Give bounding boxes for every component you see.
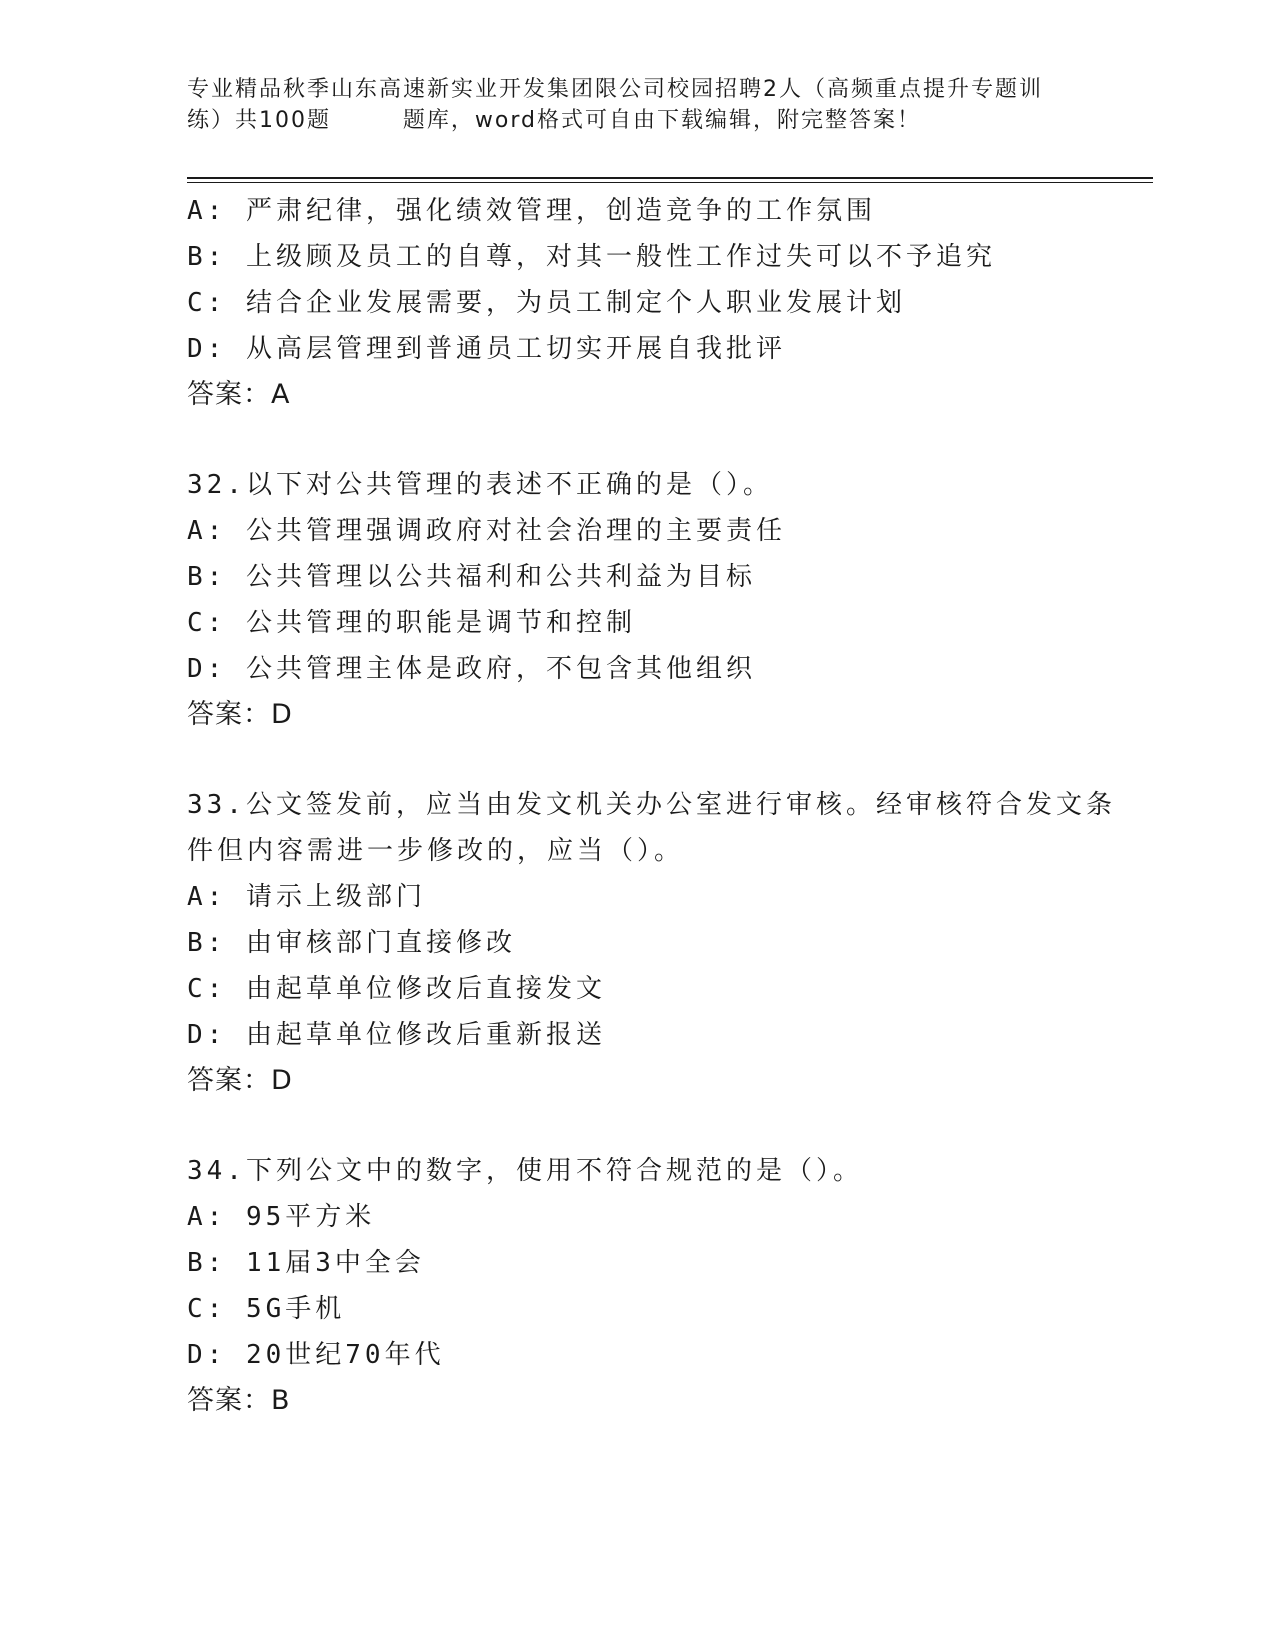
- option-c: C: 结合企业发展需要，为员工制定个人职业发展计划: [187, 288, 906, 318]
- header-divider-thick: [187, 177, 1153, 179]
- option-b: B: 上级顾及员工的自尊，对其一般性工作过失可以不予追究: [187, 242, 996, 272]
- option-d: D: 从高层管理到普通员工切实开展自我批评: [187, 334, 786, 364]
- option-a: A: 请示上级部门: [187, 882, 426, 912]
- answer-text: 答案：D: [187, 699, 293, 730]
- question-text-line-1: 33.公文签发前，应当由发文机关办公室进行审核。经审核符合发文条: [187, 790, 1116, 820]
- question-text: 32.以下对公共管理的表述不正确的是（）。: [187, 470, 773, 500]
- option-b: B: 公共管理以公共福利和公共利益为目标: [187, 562, 756, 592]
- header-line-2: 练）共100题 题库，word格式可自由下载编辑，附完整答案！: [187, 108, 922, 133]
- option-b: B: 11届3中全会: [187, 1248, 425, 1278]
- answer-text: 答案：D: [187, 1065, 293, 1096]
- spacer: [187, 418, 1107, 462]
- answer-text: 答案：A: [187, 379, 291, 410]
- option-c: C: 由起草单位修改后直接发文: [187, 974, 606, 1004]
- question-31-block: [187, 188, 1107, 418]
- header-line-1: 专业精品秋季山东高速新实业开发集团限公司校园招聘2人（高频重点提升专题训: [187, 77, 1043, 102]
- option-d: D: 20世纪70年代: [187, 1340, 445, 1370]
- spacer: [187, 1104, 1107, 1148]
- question-33-block: [187, 782, 1116, 1104]
- option-c: C: 公共管理的职能是调节和控制: [187, 608, 636, 638]
- spacer: [187, 738, 1107, 782]
- header-divider-thin: [187, 182, 1153, 183]
- question-text-line-2: 件但内容需进一步修改的，应当（）。: [187, 836, 685, 866]
- option-d: D: 公共管理主体是政府，不包含其他组织: [187, 654, 756, 684]
- question-32-block: [187, 462, 1107, 738]
- question-text: 34.下列公文中的数字，使用不符合规范的是（）。: [187, 1156, 863, 1186]
- question-content: [187, 188, 1116, 1424]
- answer-text: 答案：B: [187, 1385, 291, 1416]
- question-34-block: [187, 1148, 1107, 1424]
- option-a: A: 公共管理强调政府对社会治理的主要责任: [187, 516, 786, 546]
- option-a: A: 95平方米: [187, 1202, 376, 1232]
- option-c: C: 5G手机: [187, 1294, 346, 1324]
- option-b: B: 由审核部门直接修改: [187, 928, 516, 958]
- option-d: D: 由起草单位修改后重新报送: [187, 1020, 606, 1050]
- page-header: [187, 74, 1087, 136]
- option-a: A: 严肃纪律，强化绩效管理，创造竞争的工作氛围: [187, 196, 876, 226]
